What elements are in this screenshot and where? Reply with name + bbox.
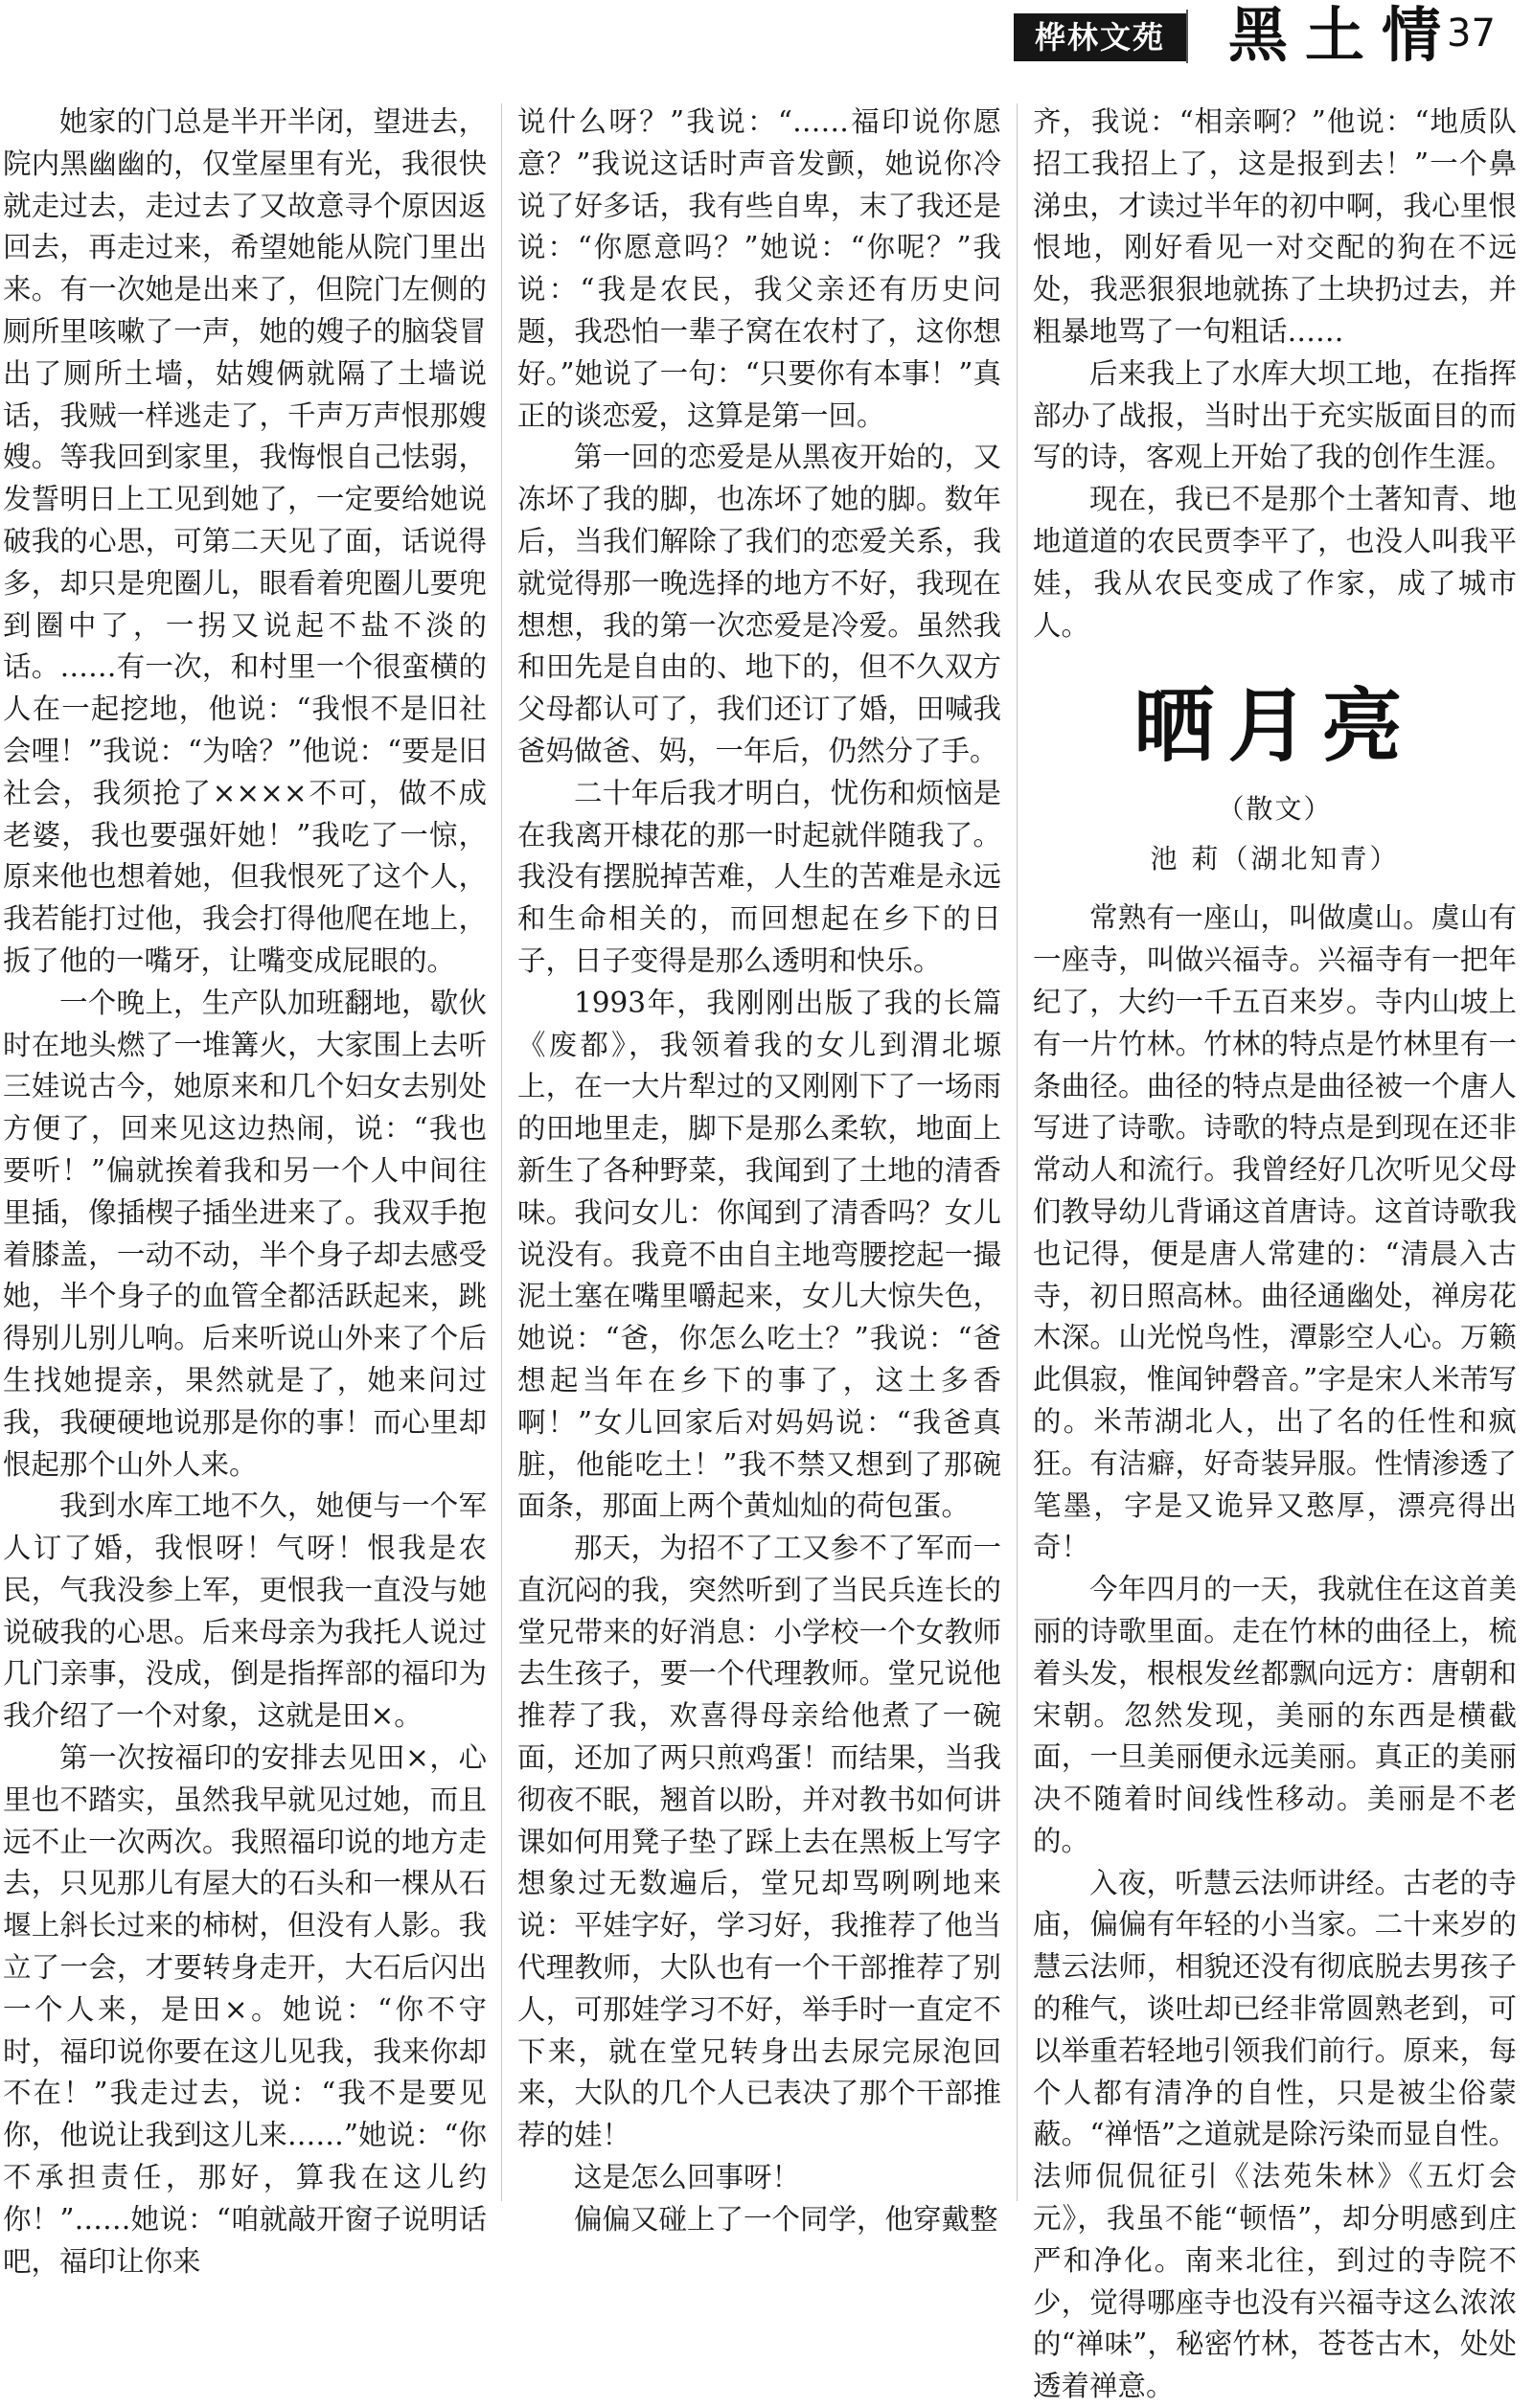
paragraph: 今年四月的一天，我就住在这首美丽的诗歌里面。走在竹林的曲径上，梳着头发，根根发丝都飘向远方：唐朝和宋朝。忽然发现，美丽的东西是横截面，一旦美丽便永远美丽。真正的美丽决不随着时间线性移动。美丽是不老的。: [1033, 1573, 1517, 1857]
text-column-2: [517, 102, 1001, 2236]
paragraph: 第一次按福印的安排去见田×，心里也不踏实，虽然我早就见过她，而且远不止一次两次。我照福印说的地方走去，只见那儿有屋大的石头和一棵从石堰上斜长过来的柿树，但没有人影。我立了一会，才要转身走开，大石后闪出一个人来，是田×。她说：“你不守时，福印说你要在这儿见我，我来你却不在！”我走过去，说：“我不是要见你，他说让我到这儿来……”她说：“你不承担责任，那好，算我在这儿约你！”……她说：“咱就敲开窗子说明话吧，福印让你来: [3, 1741, 487, 2278]
magazine-title: 黑土情: [1228, 0, 1459, 70]
paragraph: 这是怎么回事呀！: [574, 2161, 801, 2194]
article-genre: （散文）: [1217, 793, 1333, 826]
paragraph: 后来我上了水库大坝工地，在指挥部办了战报，当时出于充实版面目的而写的诗，客观上开始了我的创作生涯。: [1033, 356, 1517, 474]
header-divider: [1186, 10, 1188, 63]
page-number: 37: [1447, 11, 1496, 56]
paragraph: 第一回的恋爱是从黑夜开始的，又冻坏了我的脚，也冻坏了她的脚。数年后，当我们解除了我们的恋爱关系，我就觉得那一晚选择的地方不好，我现在想想，我的第一次恋爱是冷爱。虽然我和田先是自由的、地下的，但不久双方父母都认可了，我们还订了婚，田喊我爸妈做爸、妈，一年后，仍然分了手。: [517, 441, 1001, 767]
paragraph: 那天，为招不了工又参不了军而一直沉闷的我，突然听到了当民兵连长的堂兄带来的好消息：小学校一个女教师去生孩子，要一个代理教师。堂兄说他推荐了我，欢喜得母亲给他煮了一碗面，还加了两只煎鸡蛋！而结果，当我彻夜不眠，翘首以盼，并对教书如何讲课如何用凳子垫了踩上去在黑板上写字想象过无数遍后，堂兄却骂咧咧地来说：平娃字好，学习好，我推荐了他当代理教师，大队也有一个干部推荐了别人，可那娃学习不好，举手时一直定不下来，就在堂兄转身出去尿完尿泡回来，大队的几个人已表决了那个干部推荐的娃！: [517, 1532, 1001, 2152]
article-title: 晒月亮: [1133, 678, 1416, 774]
text-column-1: [3, 102, 487, 2278]
paragraph: 她家的门总是半开半闭，望进去，院内黑幽幽的，仅堂屋里有光，我很快就走过去，走过去了又故意寻个原因返回去，再走过来，希望她能从院门里出来。有一次她是出来了，但院门左侧的厕所里咳嗽了一声，她的嫂子的脑袋冒出了厕所土墙，姑嫂俩就隔了土墙说话，我贼一样逃走了，千声万声恨那嫂嫂。等我回到家里，我悔恨自己怯弱，发誓明日上工见到她了，一定要给她说破我的心思，可第二天见了面，话说得多，却只是兜圈儿，眼看着兜圈儿要兜到圈中了，一拐又说起不盐不淡的话。……有一次，和村里一个很蛮横的人在一起挖地，他说：“我恨不是旧社会哩！”我说：“为啥？”他说：“要是旧社会，我须抢了××××不可，做不成老婆，我也要强奸她！”我吃了一惊，原来他也想着她，但我恨死了这个人，我若能打过他，我会打得他爬在地上，扳了他的一嘴牙，让嘴变成屁眼的。: [3, 105, 487, 977]
article-author: 池 莉（湖北知青）: [1150, 843, 1400, 875]
column-divider: [1017, 103, 1018, 2201]
paragraph: 齐，我说：“相亲啊？”他说：“地质队招工我招上了，这是报到去！”一个鼻涕虫，才读过半年的初中啊，我心里恨恨地，刚好看见一对交配的狗在不远处，我恶狠狠地就拣了土块扔过去，并粗暴地骂了一句粗话……: [1033, 105, 1517, 348]
column-divider: [501, 103, 502, 2201]
section-label: 桦林文苑: [1014, 13, 1186, 61]
paragraph: 现在，我已不是那个土著知青、地地道道的农民贾李平了，也没人叫我平娃，我从农民变成了作家，成了城市人。: [1033, 483, 1517, 642]
text-column-3: [1033, 102, 1517, 2403]
article-heading: [1033, 673, 1517, 886]
paragraph: 常熟有一座山，叫做虞山。虞山有一座寺，叫做兴福寺。兴福寺有一把年纪了，大约一千五百来岁。寺内山坡上有一片竹林。竹林的特点是竹林里有一条曲径。曲径的特点是曲径被一个唐人写进了诗歌。诗歌的特点是到现在还非常动人和流行。我曾经好几次听见父母们教导幼儿背诵这首唐诗。这首诗歌我也记得，便是唐人常建的：“清晨入古寺，初日照高林。曲径通幽处，禅房花木深。山光悦鸟性，潭影空人心。万籁此俱寂，惟闻钟磬音。”字是宋人米芾写的。米芾湖北人，出了名的任性和疯狂。有洁癖，好奇装异服。性情渗透了笔墨，字是又诡异又憨厚，漂亮得出奇！: [1033, 901, 1517, 1564]
paragraph: 说什么呀？”我说：“……福印说你愿意？”我说这话时声音发颤，她说你冷说了好多话，我有些自卑，末了我还是说：“你愿意吗？”她说：“你呢？”我说：“我是农民，我父亲还有历史问题，我恐怕一辈子窝在农村了，这你想好。”她说了一句：“只要你有本事！”真正的谈恋爱，这算是第一回。: [517, 105, 1001, 432]
paragraph: 入夜，听慧云法师讲经。古老的寺庙，偏偏有年轻的小当家。二十来岁的慧云法师，相貌还没有彻底脱去男孩子的稚气，谈吐却已经非常圆熟老到，可以举重若轻地引领我们前行。原来，每个人都有清净的自性，只是被尘俗蒙蔽。“禅悟”之道就是除污染而显自性。法师侃侃征引《法苑朱林》《五灯会元》，我虽不能“顿悟”，却分明感到庄严和净化。南来北往，到过的寺院不少，觉得哪座寺也没有兴福寺这么浓浓的“禅味”，秘密竹林，苍苍古木，处处透着禅意。: [1033, 1866, 1517, 2403]
paragraph: 偏偏又碰上了一个同学，他穿戴整: [574, 2202, 998, 2236]
page-header: [0, 0, 1533, 91]
paragraph: 一个晚上，生产队加班翻地，歇伙时在地头燃了一堆篝火，大家围上去听三娃说古今，她原来和几个妇女去别处方便了，回来见这边热闹，说：“我也要听！”偏就挨着我和另一个人中间往里插，像插楔子插坐进来了。我双手抱着膝盖，一动不动，半个身子却去感受她，半个身子的血管全都活跃起来，跳得别儿别儿响。后来听说山外来了个后生找她提亲，果然就是了，她来问过我，我硬硬地说那是你的事！而心里却恨起那个山外人来。: [3, 986, 487, 1481]
paragraph: 我到水库工地不久，她便与一个军人订了婚，我恨呀！气呀！恨我是农民，气我没参上军，更恨我一直没与她说破我的心思。后来母亲为我托人说过几门亲事，没成，倒是指挥部的福印为我介绍了一个对象，这就是田×。: [3, 1489, 487, 1733]
paragraph: 1993年，我刚刚出版了我的长篇《废都》，我领着我的女儿到渭北塬上，在一大片犁过的又刚刚下了一场雨的田地里走，脚下是那么柔软，地面上新生了各种野菜，我闻到了土地的清香味。我问女儿：你闻到了清香吗？女儿说没有。我竟不由自主地弯腰挖起一撮泥土塞在嘴里嚼起来，女儿大惊失色，她说：“爸，你怎么吃土？”我说：“爸想起当年在乡下的事了，这土多香啊！”女儿回家后对妈妈说：“我爸真脏，他能吃土！”我不禁又想到了那碗面条，那面上两个黄灿灿的荷包蛋。: [517, 986, 1001, 1523]
paragraph: 二十年后我才明白，忧伤和烦恼是在我离开棣花的那一时起就伴随我了。我没有摆脱掉苦难，人生的苦难是永远和生命相关的，而回想起在乡下的日子，日子变得是那么透明和快乐。: [517, 776, 1001, 977]
